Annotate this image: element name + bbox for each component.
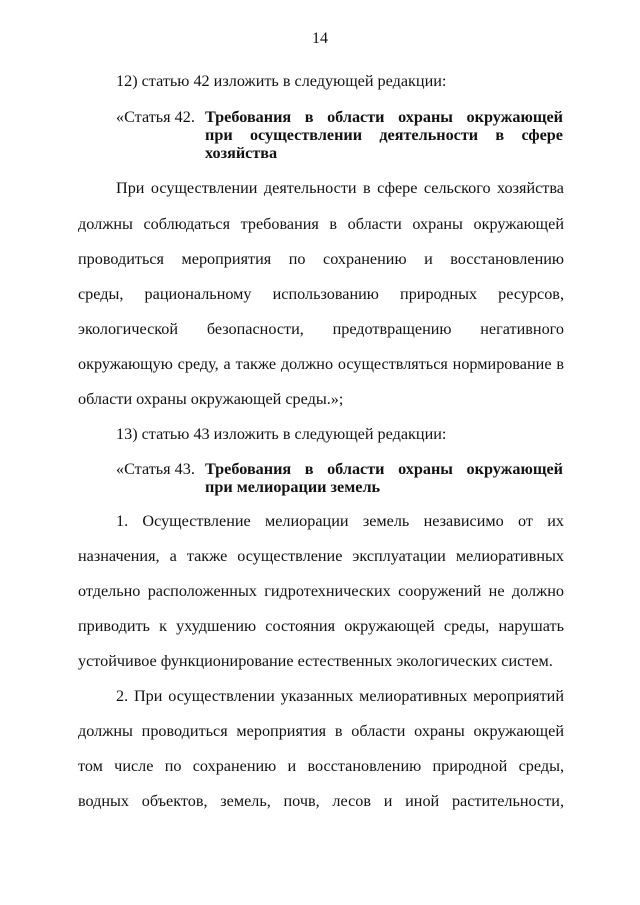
article-42-title-line: Требования в области охраны окружающей — [205, 108, 563, 126]
item-12-intro: 12) статью 42 изложить в следующей редакции: — [116, 72, 447, 90]
article-42-title-line: хозяйства — [205, 144, 278, 162]
article-43-para2-line: водных объектов, земель, почв, лесов и иной растительности, — [78, 792, 564, 810]
article-43-para2-line: 2. При осуществлении указанных мелиоративных мероприятий — [116, 687, 564, 705]
article-42-body-line: окружающую среду, а также должно осуществляться нормирование в — [78, 355, 564, 373]
article-42-label: «Статья 42. — [116, 108, 195, 126]
article-43-para1-line: 1. Осуществление мелиорации земель независимо от их — [116, 512, 564, 530]
article-42-title-line: при осуществлении деятельности в сфере — [205, 126, 563, 144]
article-42-body-line: При осуществлении деятельности в сфере сельского хозяйства — [116, 179, 564, 197]
article-42-body-line: проводиться мероприятия по сохранению и восстановлению — [78, 250, 564, 268]
article-43-para2-line: том числе по сохранению и восстановлению природной среды, — [78, 757, 564, 775]
article-42-body-line: экологической безопасности, предотвращению негативного — [78, 320, 564, 338]
article-43-para1-line: приводить к ухудшению состояния окружающей среды, нарушать — [78, 617, 564, 635]
article-42-body-line: должны соблюдаться требования в области охраны окружающей — [78, 215, 564, 233]
page-number: 14 — [312, 30, 328, 47]
article-43-para2-line: должны проводиться мероприятия в области охраны окружающей — [78, 722, 564, 740]
article-43-title-line: Требования в области охраны окружающей — [205, 460, 563, 478]
article-43-para1-line: назначения, а также осуществление эксплуатации мелиоративных — [78, 547, 564, 565]
article-43-label: «Статья 43. — [116, 460, 195, 478]
article-43-para1-line: устойчивое функционирование естественных экологических систем. — [78, 652, 553, 670]
item-13-intro: 13) статью 43 изложить в следующей редакции: — [116, 425, 447, 443]
article-42-title — [205, 108, 563, 162]
article-43-title — [205, 460, 563, 496]
article-43-para1-line: отдельно расположенных гидротехнических сооружений не должно — [78, 582, 564, 600]
article-42-body-line: области охраны окружающей среды.»; — [78, 390, 344, 408]
article-42-body-line: среды, рациональному использованию природных ресурсов, — [78, 285, 564, 303]
article-43-title-line: при мелиорации земель — [205, 478, 381, 496]
